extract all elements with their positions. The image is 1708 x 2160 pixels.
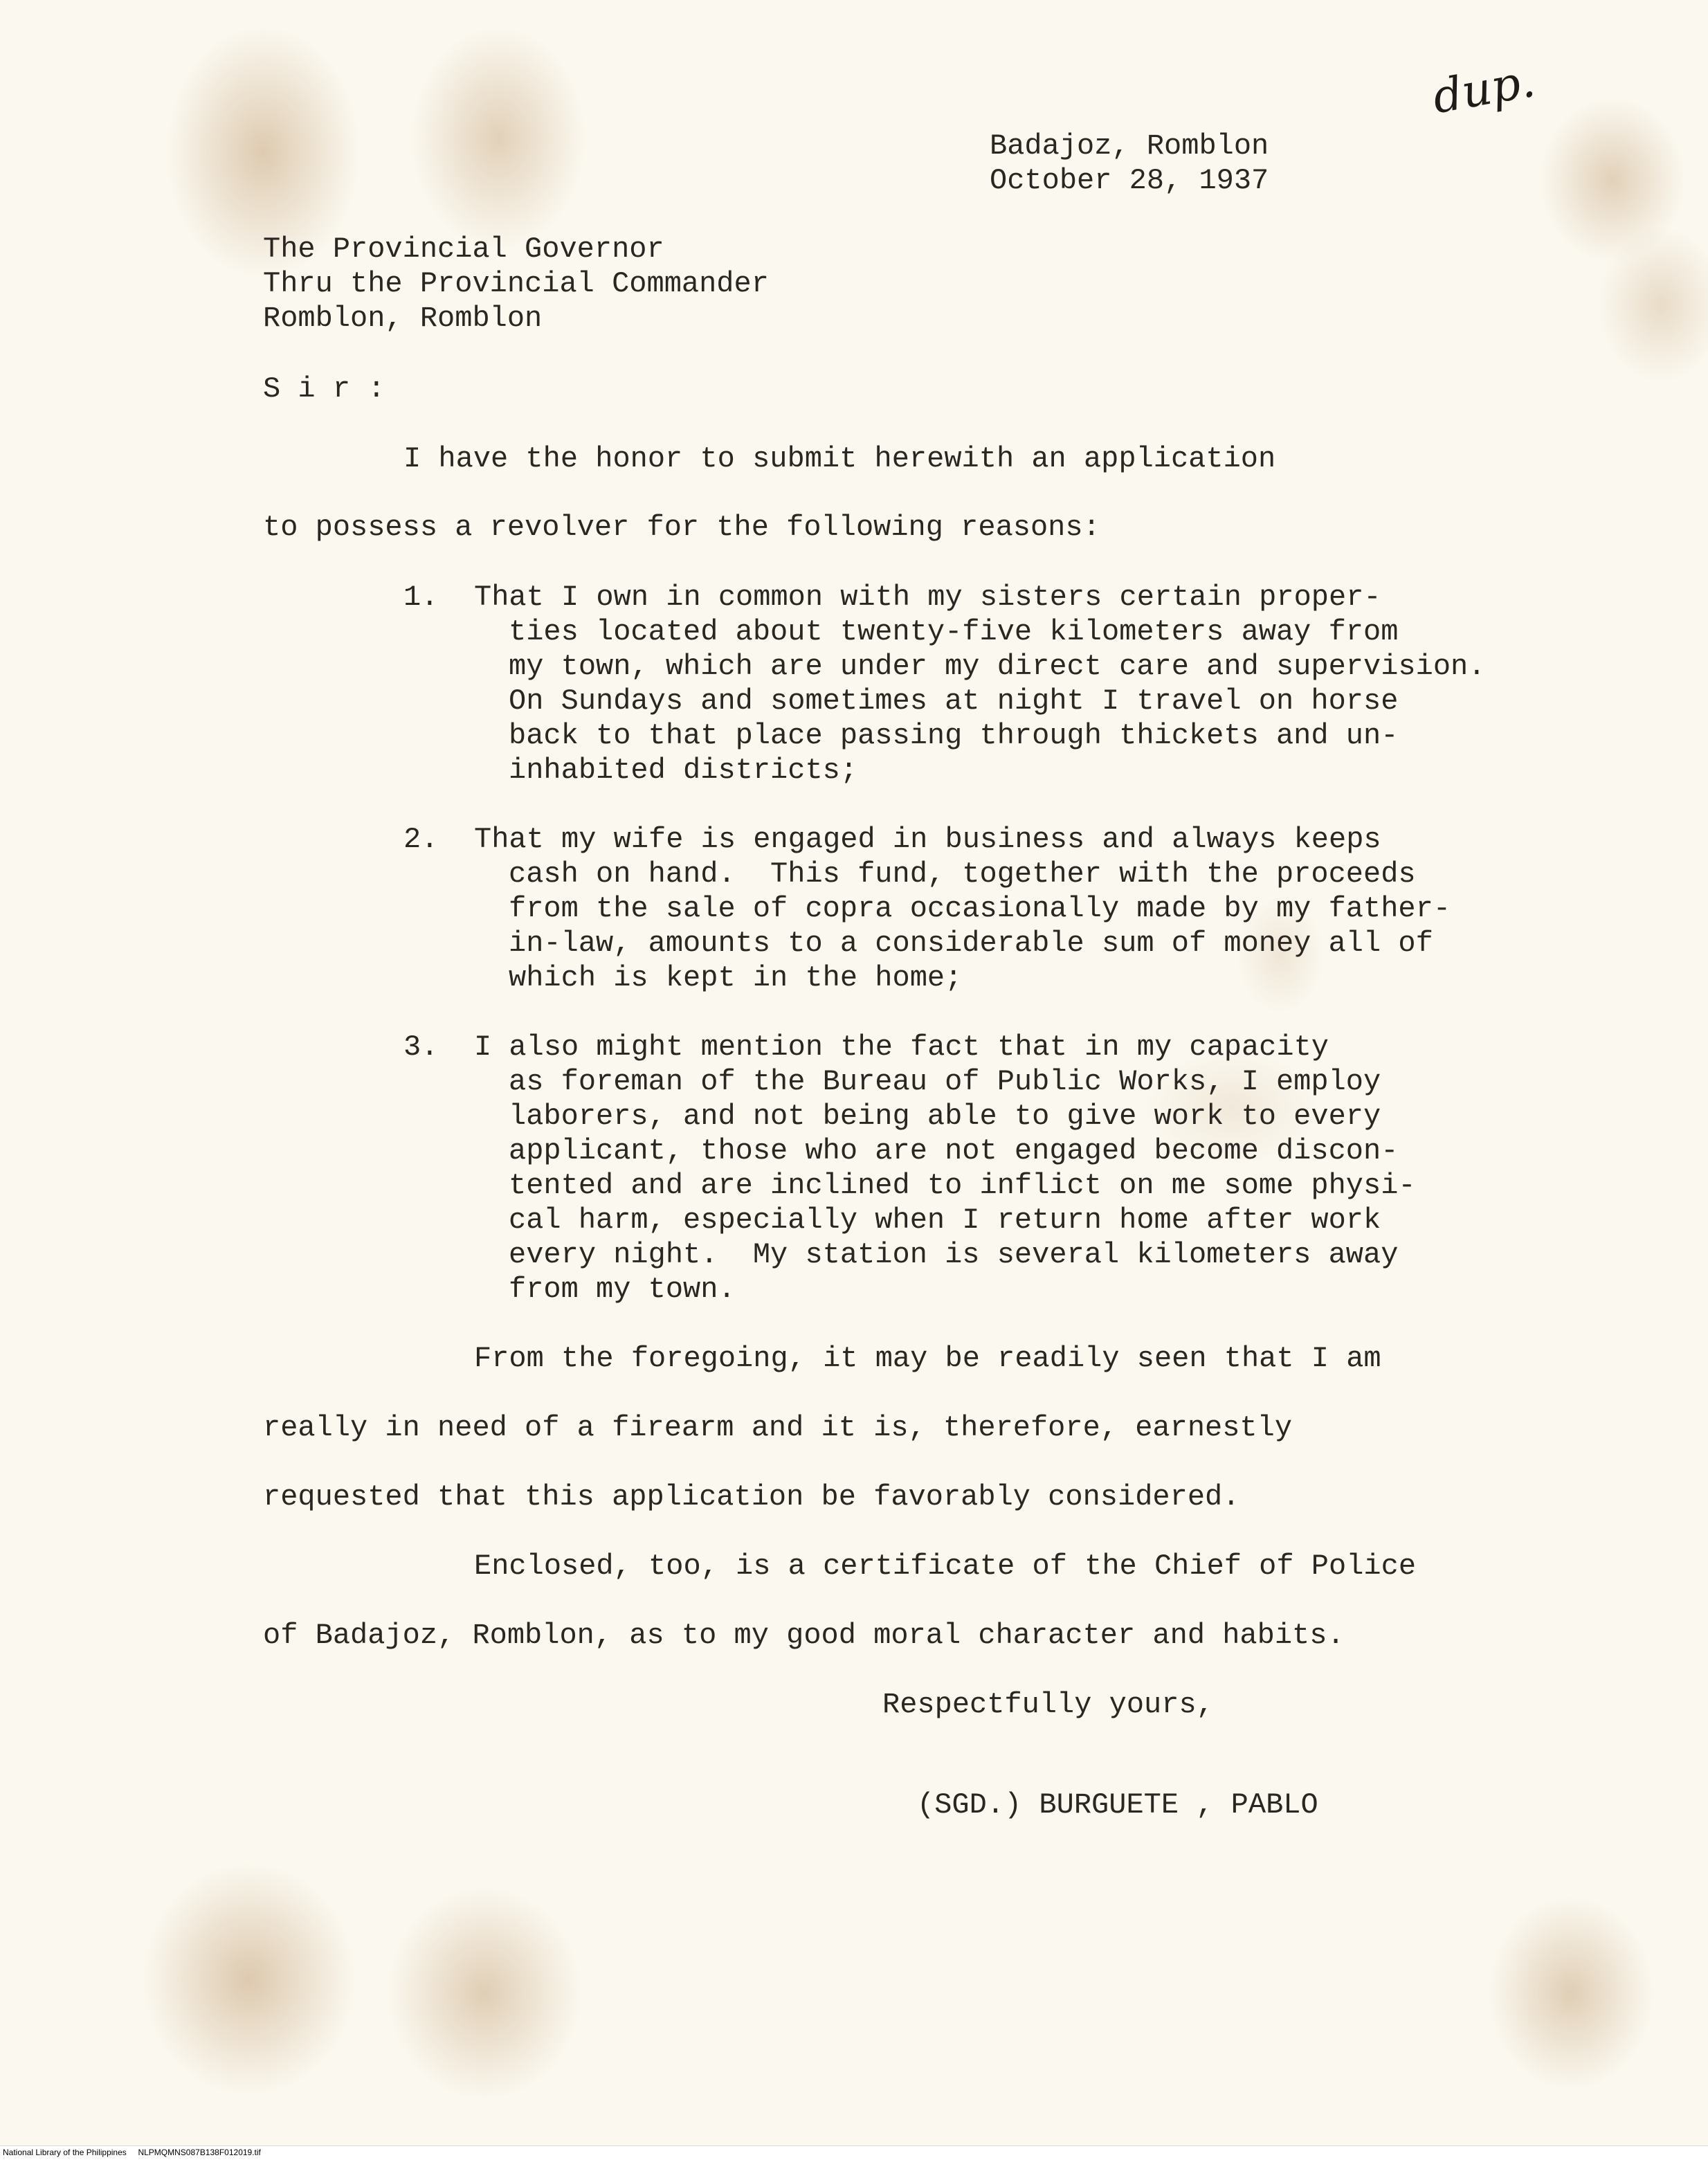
letter-place: Badajoz, Romblon <box>990 129 1269 163</box>
reason-1-line-2: ties located about twenty-five kilometers away from <box>509 615 1399 648</box>
enclosure-line-1: Enclosed, too, is a certificate of the Chief of Police <box>474 1550 1417 1583</box>
reason-2-line-3: from the sale of copra occasionally made by my father- <box>509 892 1451 925</box>
reason-3-line-1: I also might mention the fact that in my capacity <box>474 1031 1329 1064</box>
reason-2-line-2: cash on hand. This fund, together with the proceeds <box>509 857 1416 891</box>
reason-1-line-6: inhabited districts; <box>509 754 858 787</box>
footer-file: NLPMQMNS087B138F012019.tif <box>138 2148 261 2157</box>
conclusion-line-1: From the foregoing, it may be readily seen that I am <box>474 1342 1381 1375</box>
signature: (SGD.) BURGUETE , PABLO <box>917 1788 1318 1822</box>
enclosure-line-2: of Badajoz, Romblon, as to my good moral character and habits. <box>263 1619 1345 1652</box>
scan-footer-text <box>3 2147 261 2158</box>
closing: Respectfully yours, <box>882 1688 1214 1721</box>
reason-3-line-3: laborers, and not being able to give work to every <box>509 1100 1381 1133</box>
reason-1-number: 1. <box>403 581 439 614</box>
reason-3-line-7: every night. My station is several kilometers away <box>509 1238 1399 1271</box>
reason-2-number: 2. <box>403 823 439 856</box>
reason-1-line-4: On Sundays and sometimes at night I travel on horse <box>509 684 1399 718</box>
reason-1-line-1: That I own in common with my sisters certain proper- <box>474 581 1381 614</box>
footer-library: National Library of the Philippines <box>3 2148 127 2157</box>
conclusion-line-3: requested that this application be favorably considered. <box>263 1480 1240 1514</box>
addressee-line-3: Romblon, Romblon <box>263 302 543 335</box>
reason-2-line-5: which is kept in the home; <box>509 961 963 995</box>
addressee-line-2: Thru the Provincial Commander <box>263 267 769 300</box>
reason-2-line-1: That my wife is engaged in business and always keeps <box>474 823 1381 856</box>
reason-1-line-5: back to that place passing through thickets and un- <box>509 719 1399 752</box>
handwritten-annotation: dup. <box>1428 53 1539 125</box>
intro-line-2: to possess a revolver for the following reasons: <box>263 511 1100 544</box>
letter-date: October 28, 1937 <box>990 164 1269 197</box>
reason-2-line-4: in-law, amounts to a considerable sum of money all of <box>509 927 1433 960</box>
salutation: S i r : <box>263 372 385 406</box>
reason-3-line-8: from my town. <box>509 1273 736 1306</box>
reason-3-number: 3. <box>403 1031 439 1064</box>
intro-line-1: I have the honor to submit herewith an application <box>403 442 1276 475</box>
reason-3-line-4: applicant, those who are not engaged become discon- <box>509 1134 1399 1168</box>
reason-3-line-2: as foreman of the Bureau of Public Works, I employ <box>509 1065 1381 1098</box>
conclusion-line-2: really in need of a firearm and it is, therefore, earnestly <box>263 1411 1293 1444</box>
reason-3-line-5: tented and are inclined to inflict on me some physi- <box>509 1169 1416 1202</box>
addressee-line-1: The Provincial Governor <box>263 233 664 266</box>
reason-1-line-3: my town, which are under my direct care and supervision. <box>509 650 1486 683</box>
reason-3-line-6: cal harm, especially when I return home after work <box>509 1204 1381 1237</box>
